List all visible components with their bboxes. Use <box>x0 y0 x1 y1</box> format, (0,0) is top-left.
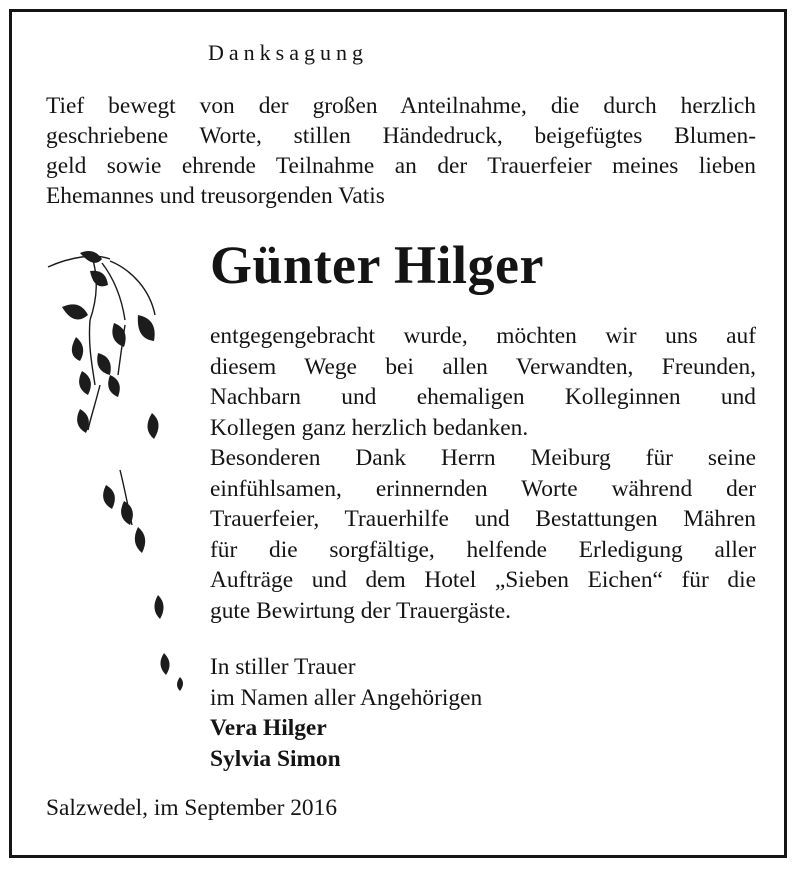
thanks-line: Trauerfeier, Trauerhilfe und Bestattungen Mähren <box>210 506 756 532</box>
signature-line: im Namen aller Angehörigen <box>210 684 483 711</box>
signer-name: Sylvia Simon <box>210 745 341 772</box>
thanks-line: einfühlsamen, erinnernden Worte während der <box>210 475 756 502</box>
deceased-name: Günter Hilger <box>210 235 544 295</box>
intro-line: geschriebene Worte, stillen Händedruck, beigefügtes Blumen- <box>46 123 756 149</box>
thanks-line: diesem Wege bei allen Verwandten, Freunden, <box>210 353 756 380</box>
notice-heading: Danksagung <box>208 40 368 65</box>
place-date: Salzwedel, im September 2016 <box>46 795 338 821</box>
intro-line: Ehemannes und treusorgenden Vatis <box>46 183 385 209</box>
signature-block <box>210 652 482 774</box>
intro-text <box>46 91 756 211</box>
intro-line: geld sowie ehrende Teilnahme an der Trauerfeier meines lieben <box>46 153 756 179</box>
thanks-line: Aufträge und dem Hotel „Sieben Eichen“ für die <box>210 567 756 593</box>
signature-line: In stiller Trauer <box>210 654 356 680</box>
thanks-line: Besonderen Dank Herrn Meiburg für seine <box>210 445 756 471</box>
thanks-line: Nachbarn und ehemaligen Kolleginnen und <box>210 384 756 410</box>
signer-name: Vera Hilger <box>210 715 327 741</box>
thanks-line: gute Bewirtung der Trauergäste. <box>210 597 511 624</box>
thanks-line: entgegengebracht wurde, möchten wir uns auf <box>210 323 756 349</box>
thanks-text <box>210 321 756 626</box>
thanks-line: für die sorgfältige, helfende Erledigung aller <box>210 536 756 563</box>
intro-line: Tief bewegt von der großen Anteilnahme, die durch herzlich <box>46 93 756 119</box>
birch-leaves-icon <box>40 245 200 705</box>
thanks-line: Kollegen ganz herzlich bedanken. <box>210 414 529 441</box>
